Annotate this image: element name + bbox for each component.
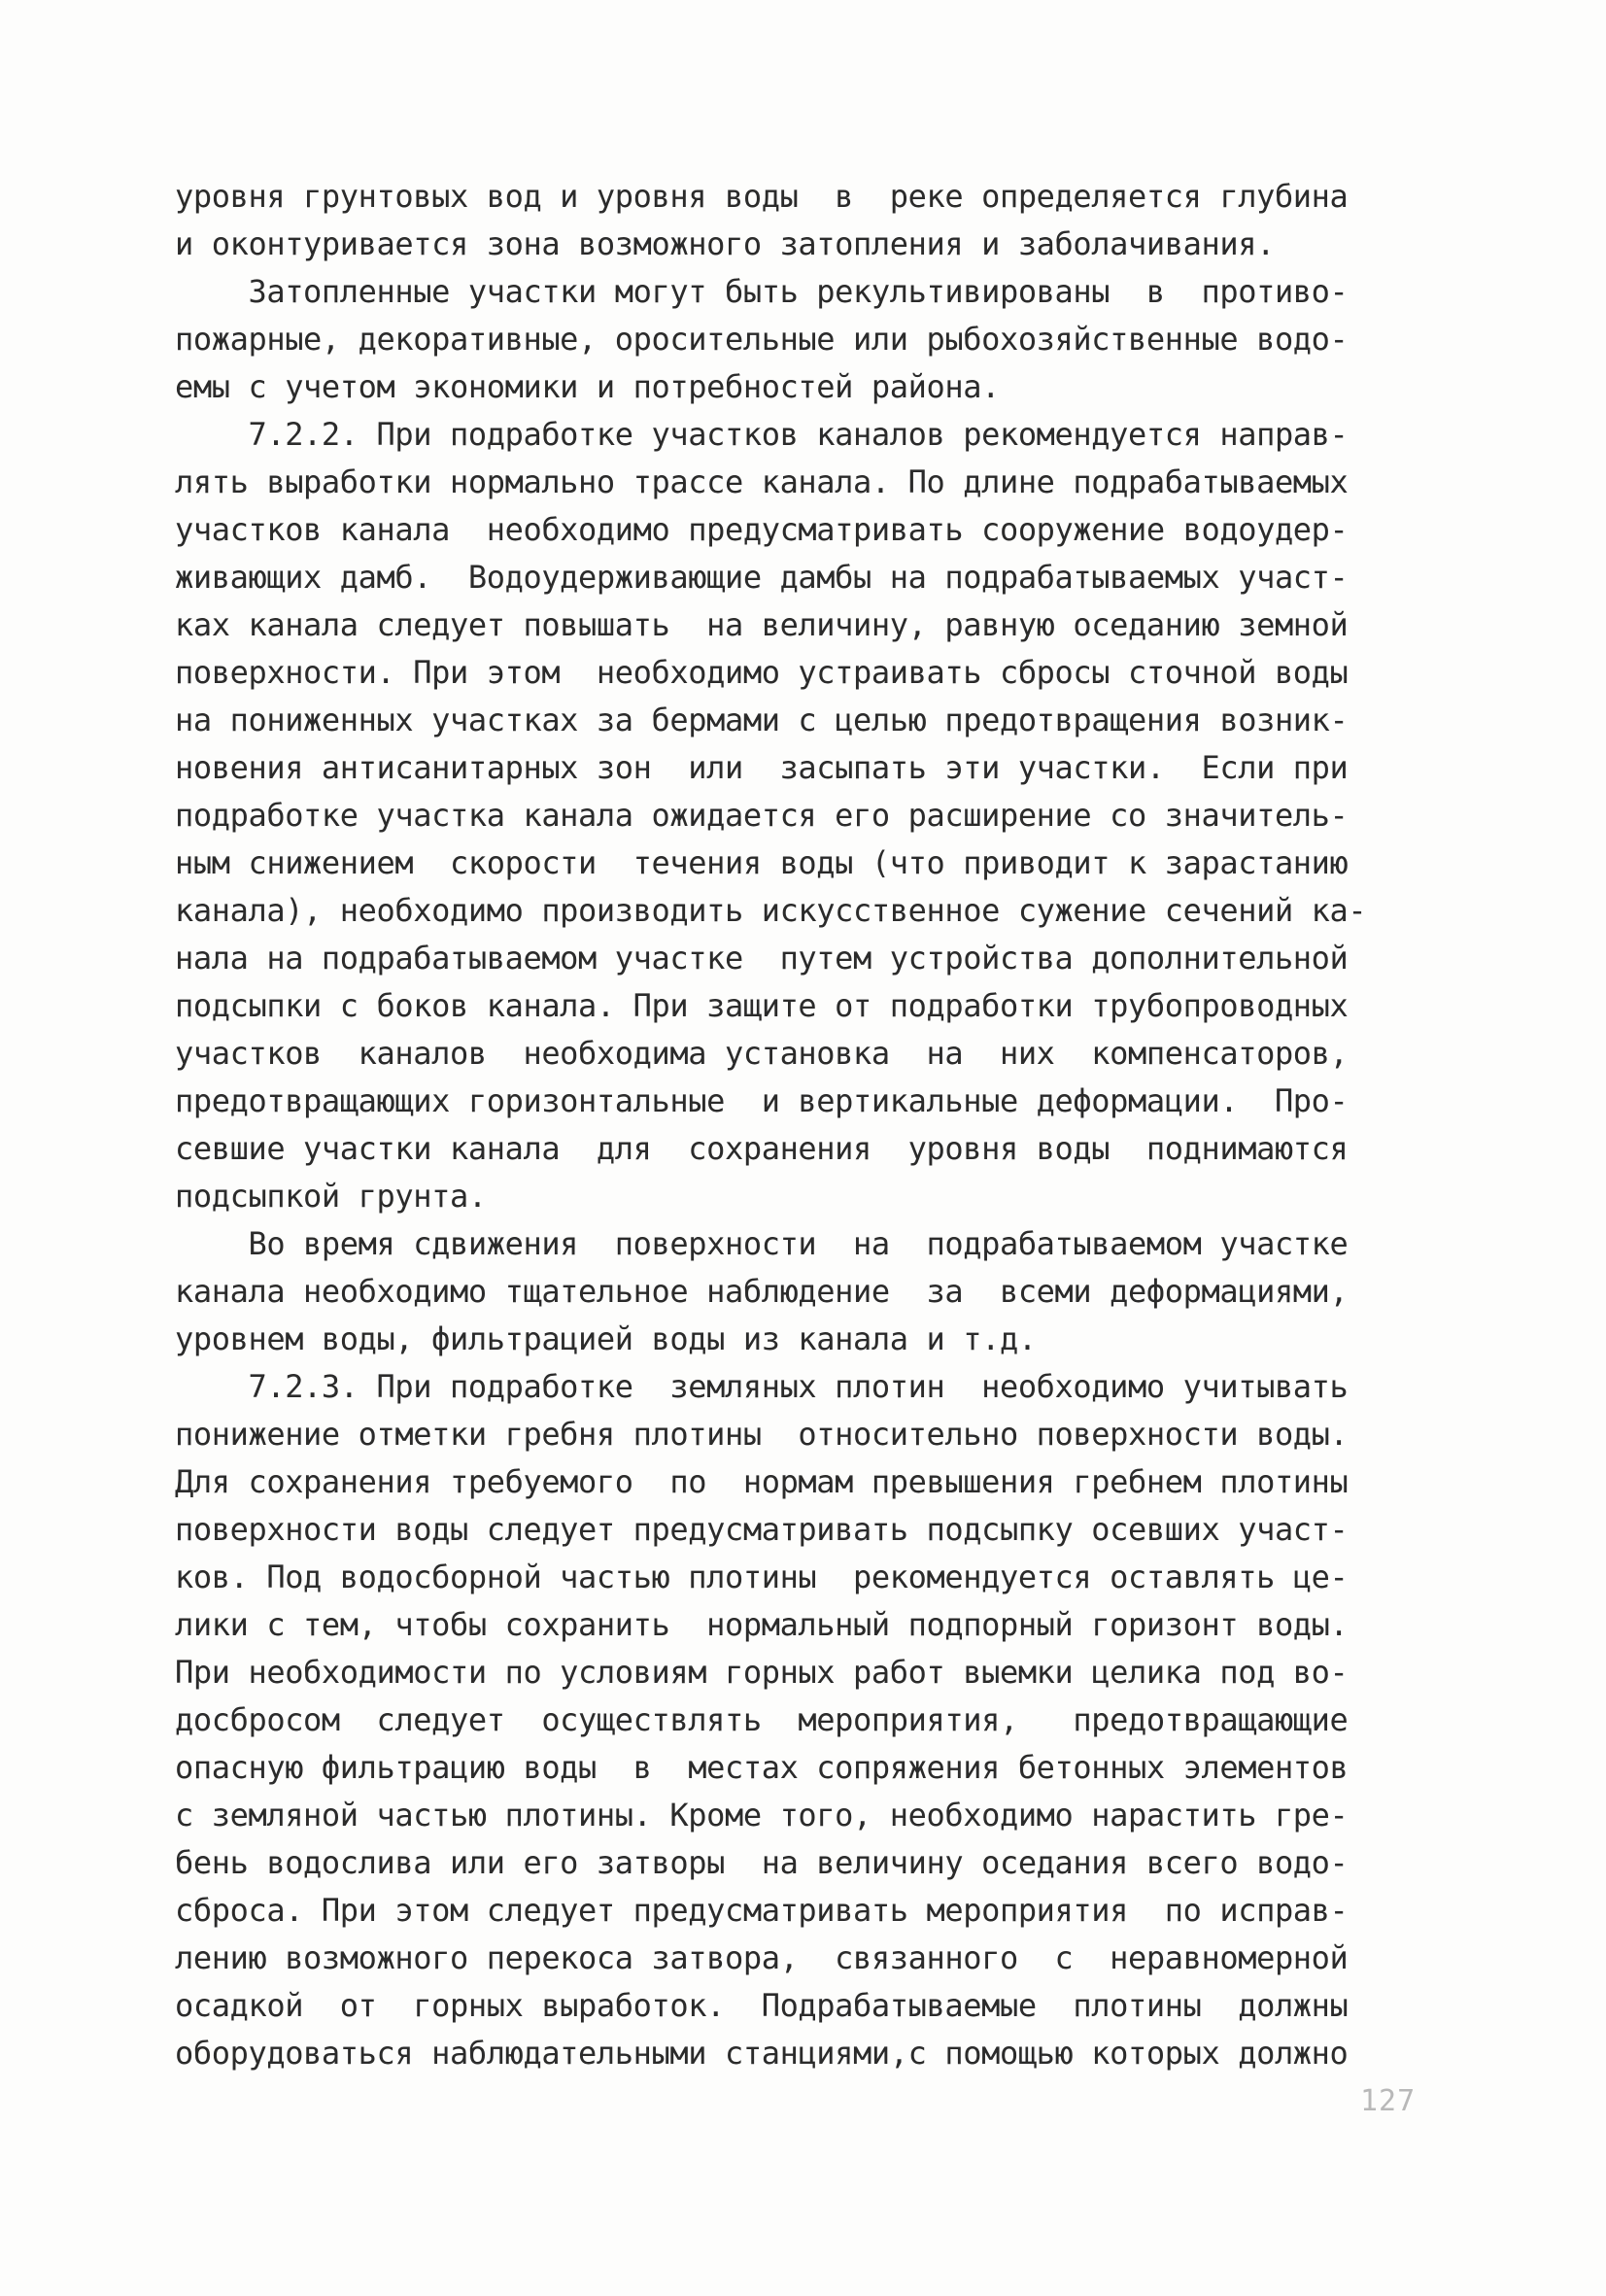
- paragraph: [175, 1220, 1433, 1363]
- text-line: лики с тем, чтобы сохранить нормальный подпорный горизонт воды.: [175, 1606, 1349, 1643]
- text-line: участков каналов необходима установка на них компенсаторов,: [175, 1035, 1349, 1072]
- text-line: уровнем воды, фильтрацией воды из канала и т.д.: [175, 1320, 1037, 1357]
- text-line: осадкой от горных выработок. Подрабатываемые плотины должны: [175, 1987, 1349, 2024]
- text-line: досбросом следует осуществлять мероприятия, предотвращающие: [175, 1701, 1349, 1738]
- text-line: нала на подрабатываемом участке путем устройства дополнительной: [175, 940, 1349, 977]
- text-line: участков канала необходимо предусматривать сооружение водоудер-: [175, 511, 1349, 548]
- text-line: ным снижением скорости течения воды (что приводит к зарастанию: [175, 844, 1349, 881]
- text-line: Затопленные участки могут быть рекультивированы в противо-: [175, 273, 1349, 310]
- text-line: ков. Под водосборной частью плотины рекомендуется оставлять це-: [175, 1559, 1349, 1595]
- text-line: уровня грунтовых вод и уровня воды в реке определяется глубина: [175, 178, 1349, 215]
- text-line: лять выработки нормально трассе канала. По длине подрабатываемых: [175, 463, 1349, 500]
- text-line: поверхности воды следует предусматривать подсыпку осевших участ-: [175, 1511, 1349, 1548]
- text-line: При необходимости по условиям горных работ выемки целика под во-: [175, 1654, 1349, 1691]
- page-number: 127: [1360, 2084, 1417, 2118]
- text-line: подсыпки с боков канала. При защите от подработки трубопроводных: [175, 987, 1349, 1024]
- text-line: лению возможного перекоса затвора, связанного с неравномерной: [175, 1939, 1349, 1976]
- text-line: с земляной частью плотины. Кроме того, необходимо нарастить гре-: [175, 1797, 1349, 1833]
- text-line: оборудоваться наблюдательными станциями,с помощью которых должно: [175, 2035, 1349, 2072]
- text-line: живающих дамб. Водоудерживающие дамбы на подрабатываемых участ-: [175, 559, 1349, 596]
- text-line: и оконтуривается зона возможного затопления и заболачивания.: [175, 225, 1275, 262]
- text-line: Во время сдвижения поверхности на подрабатываемом участке: [175, 1225, 1349, 1262]
- text-line: сброса. При этом следует предусматривать мероприятия по исправ-: [175, 1892, 1349, 1929]
- paragraph: [175, 411, 1433, 1220]
- text-line: ках канала следует повышать на величину, равную оседанию земной: [175, 606, 1349, 643]
- text-line: понижение отметки гребня плотины относительно поверхности воды.: [175, 1416, 1349, 1453]
- text-line: 7.2.3. При подработке земляных плотин необходимо учитывать: [175, 1368, 1349, 1405]
- text-line: опасную фильтрацию воды в местах сопряжения бетонных элементов: [175, 1749, 1349, 1786]
- text-line: предотвращающих горизонтальные и вертикальные деформации. Про-: [175, 1082, 1349, 1119]
- text-line: севшие участки канала для сохранения уровня воды поднимаются: [175, 1130, 1349, 1167]
- text-line: подсыпкой грунта.: [175, 1178, 487, 1215]
- text-line: канала необходимо тщательное наблюдение за всеми деформациями,: [175, 1273, 1349, 1310]
- paragraph: [175, 268, 1433, 411]
- paragraph: [175, 1363, 1433, 2077]
- text-line: емы с учетом экономики и потребностей района.: [175, 368, 1000, 405]
- text-line: канала), необходимо производить искусственное сужение сечений ка-: [175, 892, 1367, 929]
- text-line: новения антисанитарных зон или засыпать эти участки. Если при: [175, 749, 1349, 786]
- text-line: бень водослива или его затворы на величину оседания всего водо-: [175, 1844, 1349, 1881]
- text-line: 7.2.2. При подработке участков каналов рекомендуется направ-: [175, 416, 1349, 453]
- text-line: пожарные, декоративные, оросительные или рыбохозяйственные водо-: [175, 321, 1349, 358]
- paragraph: [175, 173, 1433, 268]
- text-line: поверхности. При этом необходимо устраивать сбросы сточной воды: [175, 654, 1349, 691]
- text-line: подработке участка канала ожидается его расширение со значитель-: [175, 797, 1349, 834]
- text-line: на пониженных участках за бермами с целью предотвращения возник-: [175, 702, 1349, 738]
- text-line: Для сохранения требуемого по нормам превышения гребнем плотины: [175, 1463, 1349, 1500]
- body-text: [175, 173, 1433, 2077]
